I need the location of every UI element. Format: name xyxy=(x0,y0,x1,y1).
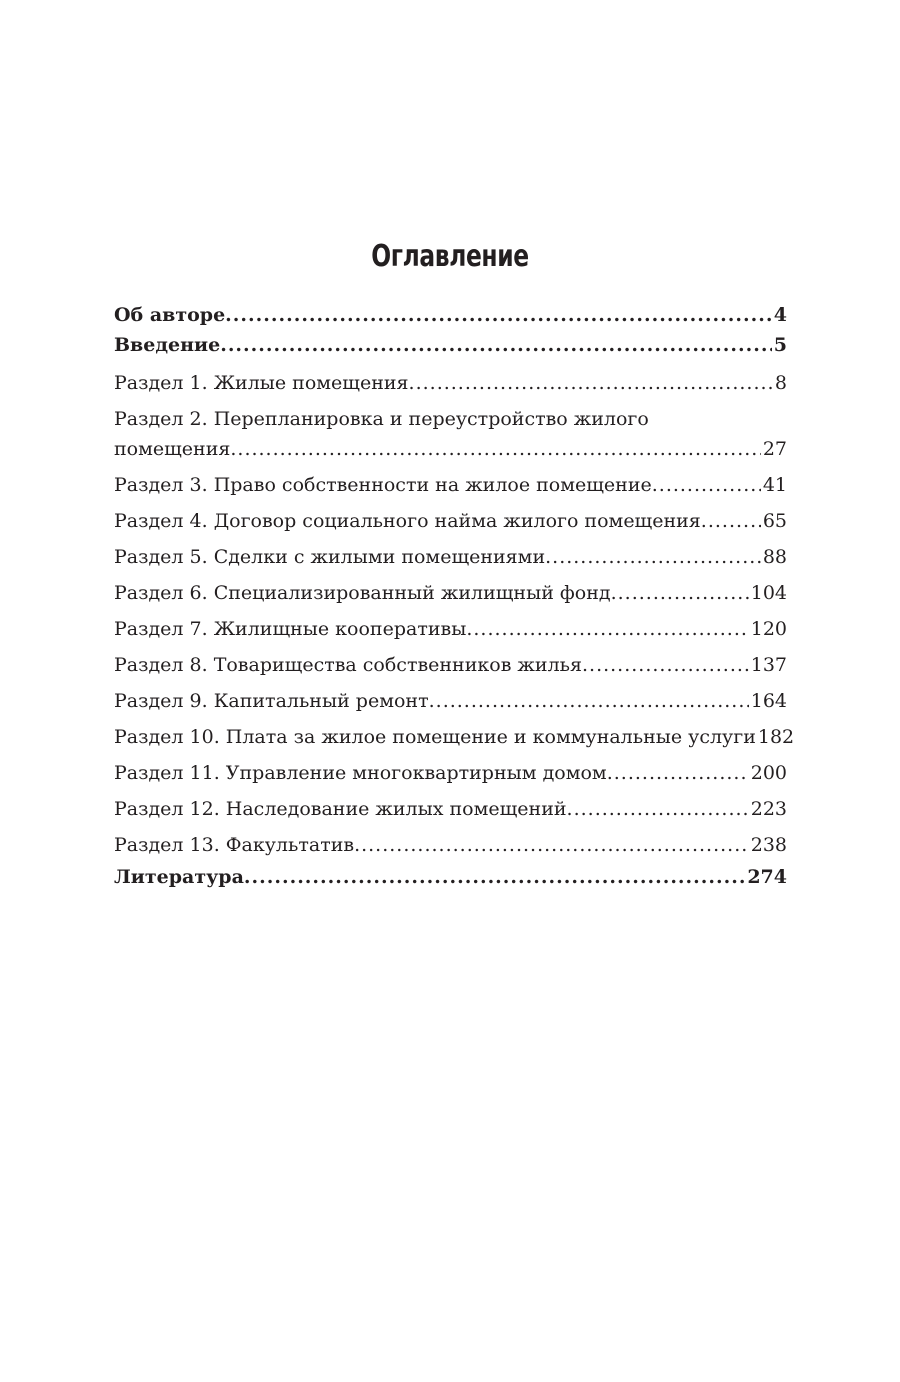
toc-entry-label: Раздел 5. Сделки с жилыми помещениями xyxy=(114,546,546,568)
toc-entry-section-4[interactable] xyxy=(114,506,787,536)
toc-entry-label: Раздел 12. Наследование жилых помещений xyxy=(114,798,567,820)
toc-dot-leader xyxy=(244,862,745,892)
toc-dot-leader xyxy=(466,614,748,644)
toc-dot-leader xyxy=(652,470,761,500)
toc-entry-label: Раздел 6. Специализированный жилищный фонд xyxy=(114,582,611,604)
toc-entry-page: 137 xyxy=(750,654,787,676)
toc-dot-leader xyxy=(230,434,760,464)
toc-entry-label: Литература xyxy=(114,866,244,888)
toc-dot-leader xyxy=(607,758,749,788)
toc-entry-label: Раздел 3. Право собственности на жилое помещение xyxy=(114,474,652,496)
toc-entry-section-9[interactable] xyxy=(114,686,787,716)
toc-entry-section-2[interactable] xyxy=(114,404,787,464)
toc-entry-page: 182 xyxy=(757,726,795,748)
toc-entry-page: 8 xyxy=(774,372,787,394)
toc-dot-leader xyxy=(409,368,773,398)
toc-entry-section-1[interactable] xyxy=(114,368,787,398)
toc-entry-page: 120 xyxy=(750,618,787,640)
toc-entry-section-13[interactable] xyxy=(114,830,787,860)
toc-entry-label: Раздел 4. Договор социального найма жилого помещения xyxy=(114,510,701,532)
toc-entry-page: 104 xyxy=(750,582,787,604)
toc-dot-leader xyxy=(567,794,749,824)
toc-entry-section-10[interactable] xyxy=(114,722,795,752)
toc-entry-page: 27 xyxy=(762,438,787,460)
toc-entry-section-11[interactable] xyxy=(114,758,787,788)
toc-entry-label: Введение xyxy=(114,334,221,356)
toc-dot-leader xyxy=(429,686,749,716)
toc-entry-section-3[interactable] xyxy=(114,470,787,500)
toc-entry-page: 5 xyxy=(773,334,787,356)
toc-entry-page: 41 xyxy=(762,474,787,496)
toc-entry-label: Раздел 8. Товарищества собственников жилья xyxy=(114,654,582,676)
toc-entry-label: Раздел 7. Жилищные кооперативы xyxy=(114,618,467,640)
toc-entry-page: 223 xyxy=(750,798,787,820)
toc-entry-page: 4 xyxy=(773,304,787,326)
toc-entry-about-author[interactable] xyxy=(114,300,787,330)
page-title: Оглавление xyxy=(371,239,529,275)
toc-dot-leader xyxy=(354,830,749,860)
toc-dot-leader xyxy=(545,542,761,572)
toc-entry-section-12[interactable] xyxy=(114,794,787,824)
toc-entry-label: Раздел 1. Жилые помещения xyxy=(114,372,409,394)
toc-entry-label: Об авторе xyxy=(114,304,226,326)
toc-entry-page: 274 xyxy=(747,866,787,888)
toc-entry-page: 238 xyxy=(750,834,787,856)
toc-dot-leader xyxy=(701,506,761,536)
toc-entry-label: Раздел 11. Управление многоквартирным домом xyxy=(114,762,607,784)
table-of-contents xyxy=(114,300,795,892)
toc-entry-section-6[interactable] xyxy=(114,578,787,608)
toc-entry-page: 164 xyxy=(750,690,787,712)
toc-entry-section-8[interactable] xyxy=(114,650,787,680)
toc-dot-leader xyxy=(582,650,749,680)
toc-entry-page: 200 xyxy=(750,762,787,784)
toc-dot-leader xyxy=(611,578,749,608)
toc-entry-introduction[interactable] xyxy=(114,330,787,360)
toc-entry-section-5[interactable] xyxy=(114,542,787,572)
toc-dot-leader xyxy=(220,330,772,360)
toc-entry-label: Раздел 13. Факультатив xyxy=(114,834,355,856)
toc-entry-label-line1: Раздел 2. Перепланировка и переустройство жилого xyxy=(114,408,649,430)
toc-entry-label: Раздел 9. Капитальный ремонт xyxy=(114,690,429,712)
toc-entry-page: 88 xyxy=(762,546,787,568)
toc-entry-label: Раздел 10. Плата за жилое помещение и коммунальные услуги xyxy=(114,726,756,748)
toc-entry-page: 65 xyxy=(762,510,787,532)
toc-dot-leader xyxy=(225,300,772,330)
toc-entry-literature[interactable] xyxy=(114,862,787,892)
toc-entry-section-7[interactable] xyxy=(114,614,787,644)
toc-entry-label: помещения xyxy=(114,438,231,460)
